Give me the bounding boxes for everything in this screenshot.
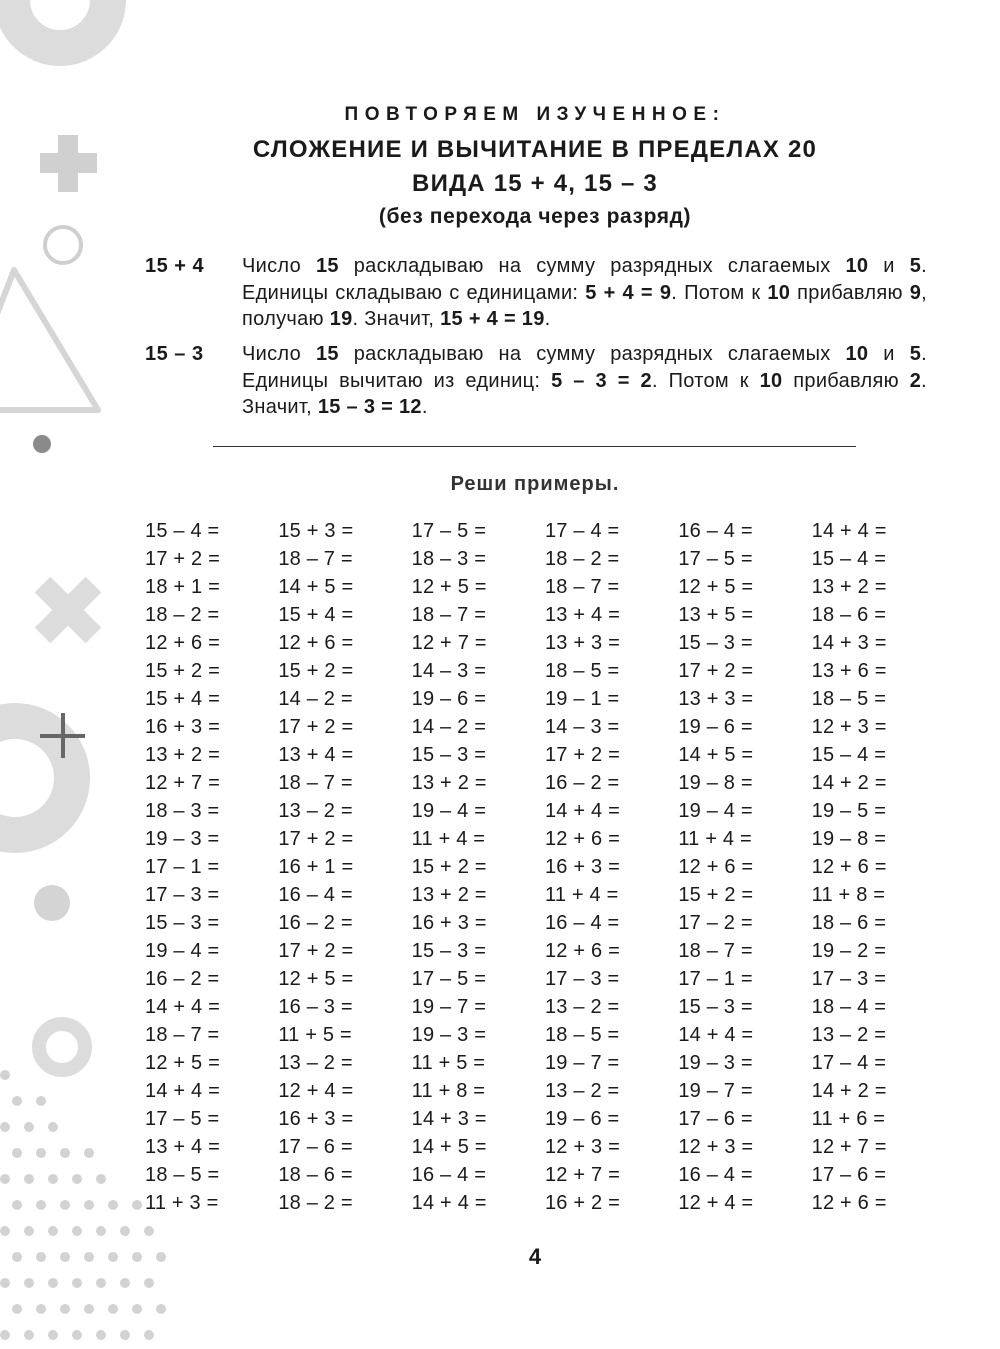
example-item: 19 – 4 = [145,940,220,962]
example-item: 17 + 2 = [278,828,354,850]
examples-row [145,1161,945,1189]
examples-row [145,769,945,797]
rule-text-fragment: . Единицы складываю с единицами: [242,255,927,304]
examples-row [145,853,945,881]
example-item: 16 – 2 = [544,772,620,794]
examples-row [145,1105,945,1133]
example-item: 14 + 5 = [411,1136,487,1158]
example-item: 12 + 4 = [678,1192,754,1214]
examples-row [145,993,945,1021]
examples-row [145,517,945,545]
example-item: 15 – 3 = [678,996,753,1018]
example-item: 14 – 3 = [544,716,620,738]
example-item: 12 + 6 = [145,632,220,654]
example-item: 12 + 7 = [411,632,487,654]
example-item: 16 – 4 = [544,912,620,934]
example-item: 12 + 6 = [811,1192,887,1214]
rule-text-fragment: раскладываю на сумму разрядных слагаемых [338,255,846,277]
example-item: 18 – 2 = [544,548,620,570]
example-item: 14 + 4 = [145,996,220,1018]
rule-bold-fragment: 5 – 3 = 2 [551,369,652,392]
rule-text-fragment: прибавляю [782,369,910,392]
example-item: 17 – 4 = [544,520,620,542]
example-item: 15 + 2 = [678,884,754,906]
rule-bold-fragment: 5 + 4 = 9 [585,281,672,304]
examples-row [145,1021,945,1049]
example-item: 14 + 4 = [411,1192,487,1214]
rule-explanation [242,341,927,421]
example-item: 13 + 2 = [811,576,887,598]
example-item: 11 + 4 = [678,828,752,850]
rule-text-fragment: Число [242,255,316,277]
example-item: 17 – 3 = [544,968,620,990]
example-item: 12 + 6 = [678,856,754,878]
examples-row [145,881,945,909]
example-item: 14 + 4 = [544,800,620,822]
example-item: 14 – 2 = [278,688,353,710]
example-item: 19 – 8 = [678,772,753,794]
rule-bold-fragment: 19 [329,308,353,330]
example-item: 18 – 2 = [145,604,220,626]
rule-text-fragment: . Единицы вычитаю из единиц: [242,343,927,392]
examples-row [145,741,945,769]
example-item: 14 + 3 = [411,1108,487,1130]
example-item: 17 + 2 = [278,940,354,962]
example-item: 18 – 3 = [145,800,220,822]
rule-bold-fragment: 2 [909,369,922,392]
example-item: 12 + 3 = [544,1136,620,1158]
example-item: 13 + 5 = [678,604,754,626]
examples-row [145,1077,945,1105]
example-item: 17 – 6 = [678,1108,753,1130]
examples-row [145,573,945,601]
example-item: 15 – 4 = [145,520,220,542]
example-item: 18 – 6 = [811,604,887,626]
example-item: 18 – 6 = [811,912,887,934]
example-item: 12 + 5 = [411,576,487,598]
example-item: 11 + 5 = [278,1024,352,1046]
example-item: 11 + 4 = [544,884,619,906]
example-item: 11 + 5 = [411,1052,486,1074]
example-item: 19 – 7 = [678,1080,753,1102]
rule-text-fragment: . Значит, [352,308,441,330]
example-item: 13 – 2 = [278,1052,353,1074]
rule-bold-fragment: 15 + 4 = 19 [440,308,545,330]
section-kicker: ПОВТОРЯЕМ ИЗУЧЕННОЕ: [344,104,726,125]
examples-row [145,965,945,993]
examples-row [145,1049,945,1077]
example-item: 18 – 4 = [811,996,887,1018]
page-title-line-1: СЛОЖЕНИЕ И ВЫЧИТАНИЕ В ПРЕДЕЛАХ 20 [252,136,818,163]
example-item: 12 + 5 = [145,1052,220,1074]
example-item: 17 + 2 = [278,716,354,738]
example-item: 14 + 3 = [811,632,887,654]
example-item: 17 – 5 = [145,1108,220,1130]
rule-text-fragment: Число [242,343,316,365]
example-item: 15 – 4 = [811,548,887,570]
rule-text-fragment: . [421,396,428,418]
example-item: 12 + 6 = [278,632,354,654]
example-item: 14 + 4 = [678,1024,754,1046]
rule-label: 15 + 4 [145,255,205,277]
example-item: 17 + 2 = [544,744,620,766]
example-item: 16 + 1 = [278,856,354,878]
example-item: 14 – 3 = [411,660,487,682]
rule-bold-fragment: 15 [315,255,339,277]
section-divider [213,446,856,447]
example-item: 16 – 4 = [411,1164,487,1186]
example-item: 14 + 4 = [145,1080,220,1102]
rule-label: 15 – 3 [145,343,204,365]
example-item: 12 + 6 = [544,940,620,962]
rule-bold-fragment: 15 [315,343,339,365]
example-item: 15 + 2 = [145,660,220,682]
example-item: 16 – 4 = [278,884,353,906]
page-title-line-2: ВИДА 15 + 4, 15 – 3 [412,170,658,197]
rule-text-fragment: . Значит, [242,369,927,418]
example-item: 18 – 7 = [278,548,353,570]
example-item: 12 + 6 = [544,828,620,850]
example-item: 13 + 4 = [278,744,354,766]
rule-block-addition [145,253,927,333]
rule-bold-fragment: 5 [909,255,922,277]
rule-bold-fragment: 9 [909,281,922,304]
example-item: 13 + 3 = [544,632,620,654]
rule-text-fragment: прибавляю [790,281,910,304]
example-item: 16 + 3 = [544,856,620,878]
example-item: 18 – 7 = [145,1024,220,1046]
example-item: 17 – 5 = [678,548,753,570]
page-subtitle: (без перехода через разряд) [378,205,692,228]
example-item: 17 – 2 = [678,912,753,934]
rule-explanation [242,253,927,333]
example-item: 16 + 3 = [145,716,220,738]
example-item: 16 + 3 = [411,912,487,934]
example-item: 13 – 2 = [811,1024,887,1046]
example-item: 16 – 2 = [278,912,353,934]
example-item: 19 – 3 = [145,828,220,850]
example-item: 12 + 3 = [678,1136,754,1158]
rule-bold-fragment: 10 [845,255,869,277]
example-item: 18 – 6 = [278,1164,353,1186]
example-item: 14 + 2 = [811,772,887,794]
example-item: 14 + 5 = [678,744,754,766]
example-item: 15 – 3 = [411,744,487,766]
rule-text-fragment: раскладываю на сумму разрядных слагаемых [338,343,846,365]
examples-row [145,685,945,713]
example-item: 13 – 2 = [544,996,620,1018]
example-item: 19 – 6 = [678,716,753,738]
example-item: 13 + 2 = [411,884,487,906]
example-item: 13 + 3 = [678,688,754,710]
example-item: 18 + 1 = [145,576,220,598]
example-item: 13 – 2 = [544,1080,620,1102]
example-item: 17 + 2 = [145,548,220,570]
example-item: 19 – 3 = [678,1052,753,1074]
example-item: 15 + 3 = [278,520,354,542]
examples-row [145,657,945,685]
example-item: 14 + 4 = [811,520,887,542]
example-item: 19 – 2 = [811,940,887,962]
example-item: 19 – 7 = [544,1052,620,1074]
example-item: 13 + 4 = [145,1136,220,1158]
example-item: 11 + 3 = [145,1192,219,1214]
examples-row [145,713,945,741]
example-item: 11 + 6 = [811,1108,886,1130]
example-item: 18 – 2 = [278,1192,353,1214]
example-item: 15 – 3 = [411,940,487,962]
example-item: 13 + 6 = [811,660,887,682]
rule-bold-fragment: 10 [759,369,783,392]
example-item: 11 + 4 = [411,828,486,850]
examples-row [145,1133,945,1161]
example-item: 15 + 2 = [411,856,487,878]
example-item: 12 + 5 = [278,968,354,990]
example-item: 16 – 2 = [145,968,220,990]
example-item: 13 + 2 = [145,744,220,766]
example-item: 15 + 2 = [278,660,354,682]
example-item: 12 + 7 = [544,1164,620,1186]
example-item: 19 – 7 = [411,996,487,1018]
example-item: 12 + 7 = [811,1136,887,1158]
rule-text-fragment: и [868,255,910,277]
example-item: 17 – 6 = [811,1164,887,1186]
example-item: 15 + 4 = [145,688,220,710]
example-item: 13 + 4 = [544,604,620,626]
example-item: 14 – 2 = [411,716,487,738]
examples-grid [145,517,945,1217]
rule-text-fragment: . Потом к [671,281,768,304]
example-item: 12 + 6 = [811,856,887,878]
rule-bold-fragment: 15 – 3 = 12 [317,396,422,418]
example-item: 18 – 5 = [145,1164,220,1186]
example-item: 19 – 6 = [544,1108,620,1130]
example-item: 11 + 8 = [411,1080,486,1102]
examples-row [145,937,945,965]
example-item: 19 – 6 = [411,688,487,710]
example-item: 15 – 3 = [678,632,753,654]
example-item: 13 – 2 = [278,800,353,822]
example-item: 12 + 5 = [678,576,754,598]
example-item: 18 – 7 = [678,940,753,962]
example-item: 14 + 2 = [811,1080,887,1102]
page-number: 4 [528,1244,542,1269]
examples-row [145,797,945,825]
example-item: 17 + 2 = [678,660,754,682]
example-item: 16 – 4 = [678,520,753,542]
example-item: 17 – 6 = [278,1136,353,1158]
example-item: 19 – 8 = [811,828,887,850]
example-item: 18 – 7 = [411,604,487,626]
example-item: 11 + 8 = [811,884,886,906]
example-item: 15 – 3 = [145,912,220,934]
examples-row [145,629,945,657]
example-item: 12 + 4 = [278,1080,354,1102]
task-title: Реши примеры. [450,473,620,495]
example-item: 16 – 3 = [278,996,353,1018]
example-item: 17 – 1 = [145,856,220,878]
example-item: 19 – 5 = [811,800,887,822]
example-item: 19 – 3 = [411,1024,487,1046]
rule-text-fragment: , получаю [242,281,928,330]
example-item: 18 – 7 = [278,772,353,794]
example-item: 18 – 3 = [411,548,487,570]
example-item: 19 – 4 = [678,800,753,822]
example-item: 19 – 4 = [411,800,487,822]
example-item: 17 – 1 = [678,968,753,990]
example-item: 18 – 7 = [544,576,620,598]
example-item: 12 + 7 = [145,772,220,794]
examples-row [145,545,945,573]
examples-row [145,601,945,629]
example-item: 18 – 5 = [811,688,887,710]
example-item: 17 – 3 = [811,968,887,990]
rule-bold-fragment: 10 [767,281,791,304]
example-item: 16 + 2 = [544,1192,620,1214]
example-item: 17 – 4 = [811,1052,887,1074]
example-item: 15 – 4 = [811,744,887,766]
example-item: 12 + 3 = [811,716,887,738]
example-item: 15 + 4 = [278,604,354,626]
examples-row [145,909,945,937]
example-item: 13 + 2 = [411,772,487,794]
rule-text-fragment: . Потом к [651,369,760,392]
example-item: 17 – 5 = [411,520,487,542]
example-item: 18 – 5 = [544,1024,620,1046]
example-item: 18 – 5 = [544,660,620,682]
example-item: 16 – 4 = [678,1164,753,1186]
example-item: 17 – 5 = [411,968,487,990]
rule-bold-fragment: 5 [909,343,922,365]
rule-bold-fragment: 10 [845,343,869,365]
rule-block-subtraction [145,341,927,421]
example-item: 19 – 1 = [544,688,620,710]
example-item: 16 + 3 = [278,1108,354,1130]
rule-text-fragment: . [544,308,551,330]
rule-text-fragment: и [868,343,910,365]
example-item: 17 – 3 = [145,884,220,906]
examples-row [145,825,945,853]
examples-row [145,1189,945,1217]
example-item: 14 + 5 = [278,576,354,598]
